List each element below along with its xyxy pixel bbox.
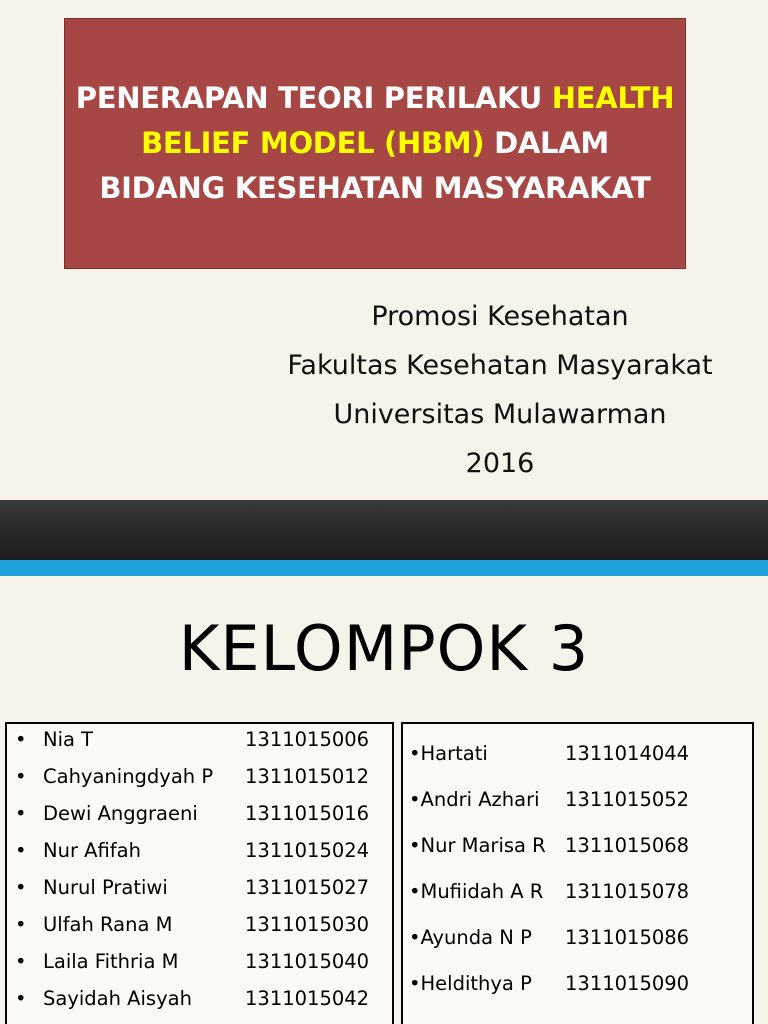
subtitle-faculty: Fakultas Kesehatan Masyarakat: [287, 350, 713, 381]
member-name: Nia T: [43, 728, 94, 751]
slide-divider-dark: [0, 500, 768, 560]
subtitle-course: Promosi Kesehatan: [371, 301, 629, 332]
member-id: 1311015030: [245, 913, 370, 936]
member-name: Dewi Anggraeni: [43, 802, 198, 825]
member-id: 1311015040: [245, 950, 370, 973]
member-id: 1311015090: [565, 972, 690, 995]
bullet-icon: •: [15, 839, 27, 862]
member-name: Nur Afifah: [43, 839, 141, 862]
title-highlight-1: HEALTH: [551, 81, 675, 115]
title-box: [64, 18, 686, 269]
member-name: Sayidah Aisyah: [43, 987, 192, 1010]
subtitle-university: Universitas Mulawarman: [333, 399, 667, 430]
member-name: Nurul Pratiwi: [43, 876, 168, 899]
title-highlight-2: BELIEF MODEL (HBM): [141, 126, 485, 160]
members-table-left: [5, 722, 394, 1024]
member-id: 1311015024: [245, 839, 370, 862]
subtitle-year: 2016: [465, 448, 535, 479]
member-name: Laila Fithria M: [43, 950, 179, 973]
bullet-icon: •: [15, 765, 27, 788]
member-id: 1311014044: [565, 742, 690, 765]
member-name: •Mufiidah A R: [409, 880, 544, 903]
title-line3-text: BIDANG KESEHATAN MASYARAKAT: [99, 171, 651, 205]
bullet-icon: •: [15, 802, 27, 825]
member-id: 1311015012: [245, 765, 370, 788]
member-id: 1311015042: [245, 987, 370, 1010]
member-id: 1311015006: [245, 728, 370, 751]
title-slide: [0, 0, 768, 500]
member-id: 1311015016: [245, 802, 370, 825]
member-id: 1311015027: [245, 876, 370, 899]
bullet-icon: •: [15, 950, 27, 973]
title-line2-text: DALAM: [484, 126, 609, 160]
slide-divider-accent: [0, 560, 768, 576]
member-id: 1311015052: [565, 788, 690, 811]
member-name: Cahyaningdyah P: [43, 765, 214, 788]
member-name: •Heldithya P: [409, 972, 532, 995]
group-slide: [0, 576, 768, 1024]
member-name: Ulfah Rana M: [43, 913, 173, 936]
member-name: •Hartati: [409, 742, 488, 765]
bullet-icon: •: [15, 913, 27, 936]
members-table-right: [401, 722, 754, 1024]
bullet-icon: •: [15, 728, 27, 751]
subtitle: [230, 292, 768, 488]
bullet-icon: •: [15, 876, 27, 899]
member-id: 1311015086: [565, 926, 690, 949]
member-id: 1311015078: [565, 880, 690, 903]
title-line1-text: PENERAPAN TEORI PERILAKU: [75, 81, 552, 115]
slide-title: [75, 76, 675, 211]
group-heading: KELOMPOK 3: [178, 612, 590, 685]
member-name: •Andri Azhari: [409, 788, 540, 811]
member-id: 1311015068: [565, 834, 690, 857]
member-name: •Nur Marisa R: [409, 834, 546, 857]
member-name: •Ayunda N P: [409, 926, 532, 949]
bullet-icon: •: [15, 987, 27, 1010]
